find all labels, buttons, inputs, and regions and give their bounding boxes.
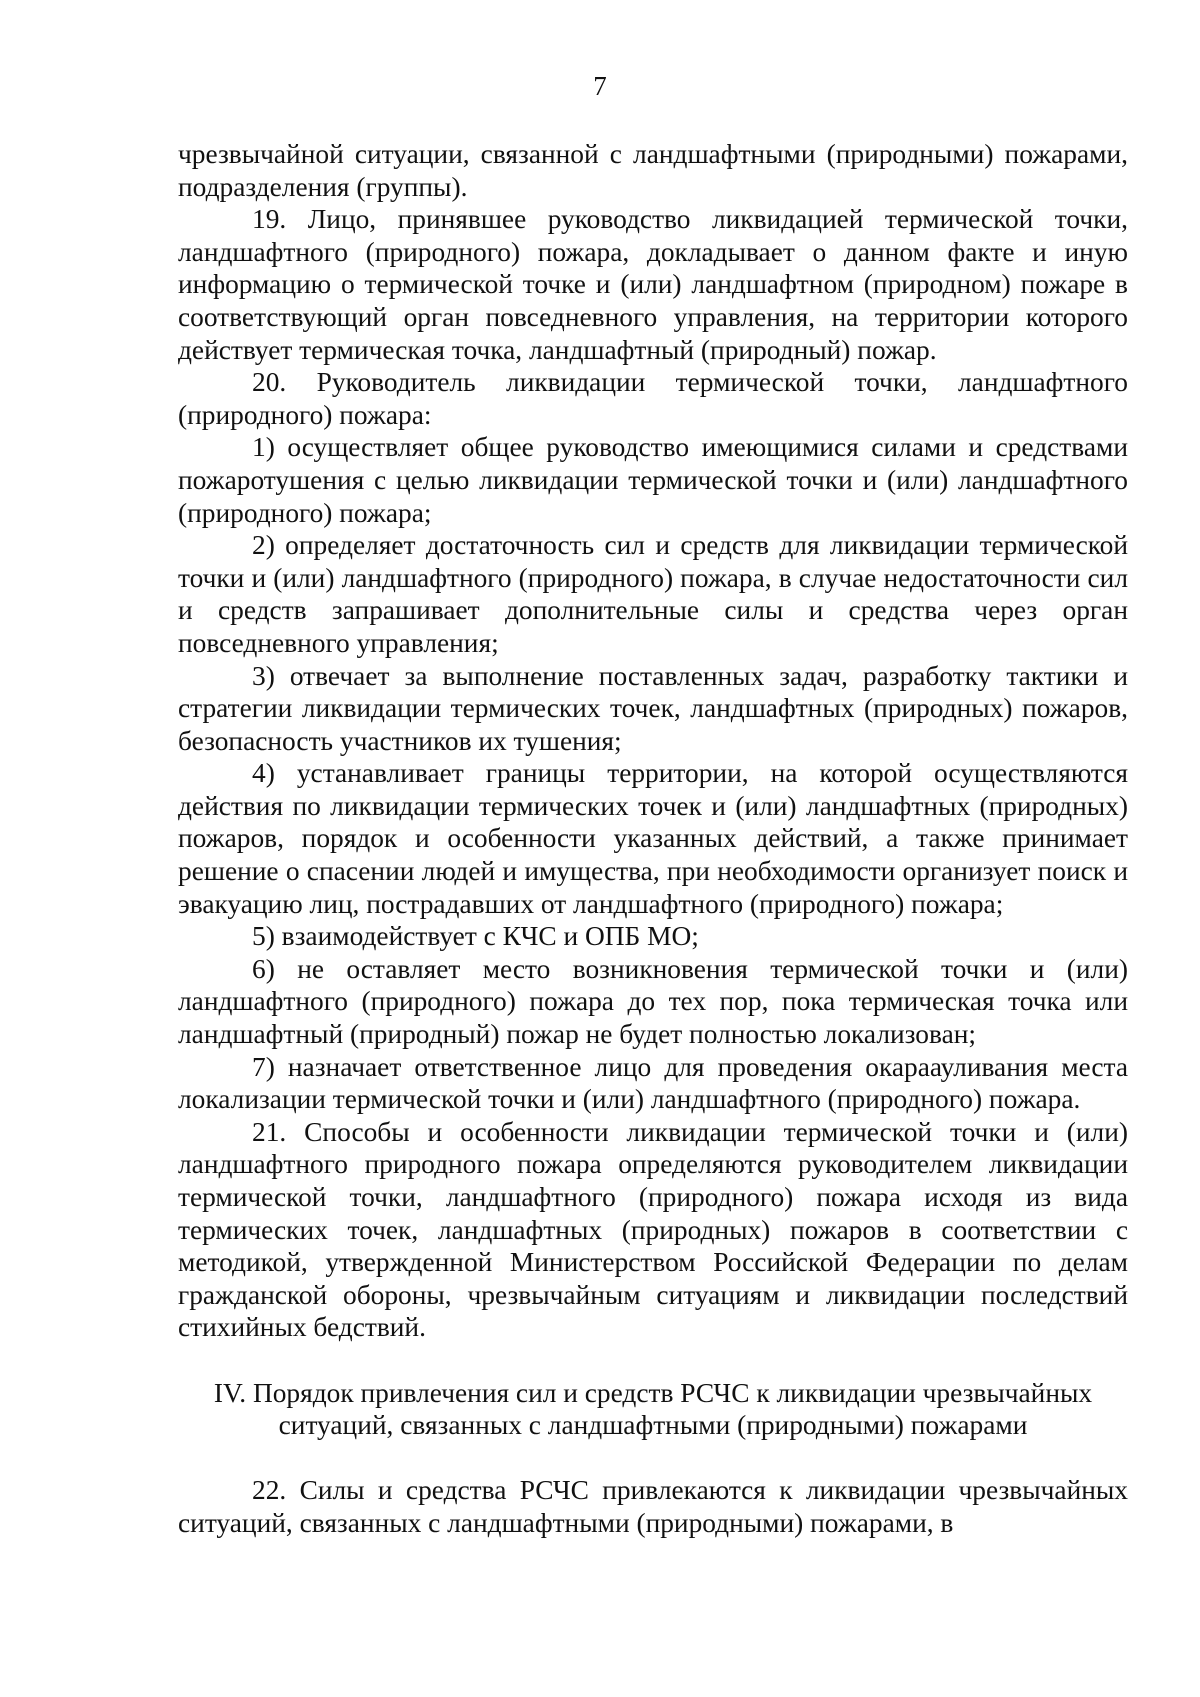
- paragraph-19: 19. Лицо, принявшее руководство ликвидацией термической точки, ландшафтного (природного) пожара, докладывает о данном факте и иную информацию о термической точке и (или) ландшафтном (природном) пожаре в соответствующий орган повседневного управления, на территории которого действует термическая точка, ландшафтный (природный) пожар.: [178, 204, 1128, 365]
- page-number: 7: [593, 71, 607, 101]
- paragraph-20-item-7: 7) назначает ответственное лицо для проведения окараауливания места локализации термической точки и (или) ландшафтного (природного) пожара.: [178, 1051, 1128, 1115]
- paragraph-20-item-6: 6) не оставляет место возникновения термической точки и (или) ландшафтного (природного) пожара до тех пор, пока термическая точка или ландшафтный (природный) пожар не будет полностью локализован;: [178, 953, 1128, 1050]
- paragraph-20-item-5: 5) взаимодействует с КЧС и ОПБ МО;: [252, 921, 699, 952]
- section-spacer-top: [178, 1344, 1128, 1377]
- paragraph-21: 21. Способы и особенности ликвидации термической точки и (или) ландшафтного природного пожара определяются руководителем ликвидации термической точки, ландшафтного (природного) пожара исходя из вида термических точек, ландшафтных (природных) пожаров в соответствии с методикой, утвержденной Министерством Российской Федерации по делам гражданской обороны, чрезвычайным ситуациям и ликвидации последствий стихийных бедствий.: [178, 1116, 1128, 1343]
- paragraph-continuation: чрезвычайной ситуации, связанной с ландшафтными (природными) пожарами, подразделения (группы).: [178, 139, 1128, 202]
- paragraph-20-item-3: 3) отвечает за выполнение поставленных задач, разработку тактики и стратегии ликвидации термических точек, ландшафтных (природных) пожаров, безопасность участников их тушения;: [178, 660, 1128, 756]
- paragraph-20: 20. Руководитель ликвидации термической точки, ландшафтного (природного) пожара:: [178, 367, 1128, 430]
- paragraph-20-item-4: 4) устанавливает границы территории, на которой осуществляются действия по ликвидации термических точек и (или) ландшафтных (природных) пожаров, порядок и особенности указанных действий, а также принимает решение о спасении людей и имущества, при необходимости организует поиск и эвакуацию лиц, пострадавших от ландшафтного (природного) пожара;: [178, 758, 1128, 919]
- section-heading-line-1: IV. Порядок привлечения сил и средств РСЧС к ликвидации чрезвычайных: [213, 1377, 1093, 1408]
- paragraph-20-item-2: 2) определяет достаточность сил и средств для ликвидации термической точки и (или) ландшафтного (природного) пожара, в случае недостаточности сил и средств запрашивает дополнительные силы и средства через орган повседневного управления;: [178, 530, 1128, 658]
- section-heading-line-2: ситуаций, связанных с ландшафтными (природными) пожарами: [278, 1410, 1028, 1441]
- paragraph-20-item-1: 1) осуществляет общее руководство имеющимися силами и средствами пожаротушения с целью ликвидации термической точки и (или) ландшафтного (природного) пожара;: [178, 432, 1128, 528]
- document-body: [178, 138, 1128, 1540]
- section-heading: [178, 1377, 1128, 1442]
- section-spacer-bottom: [178, 1442, 1128, 1475]
- paragraph-22: 22. Силы и средства РСЧС привлекаются к ликвидации чрезвычайных ситуаций, связанных с ландшафтными (природными) пожарами, в: [178, 1475, 1128, 1538]
